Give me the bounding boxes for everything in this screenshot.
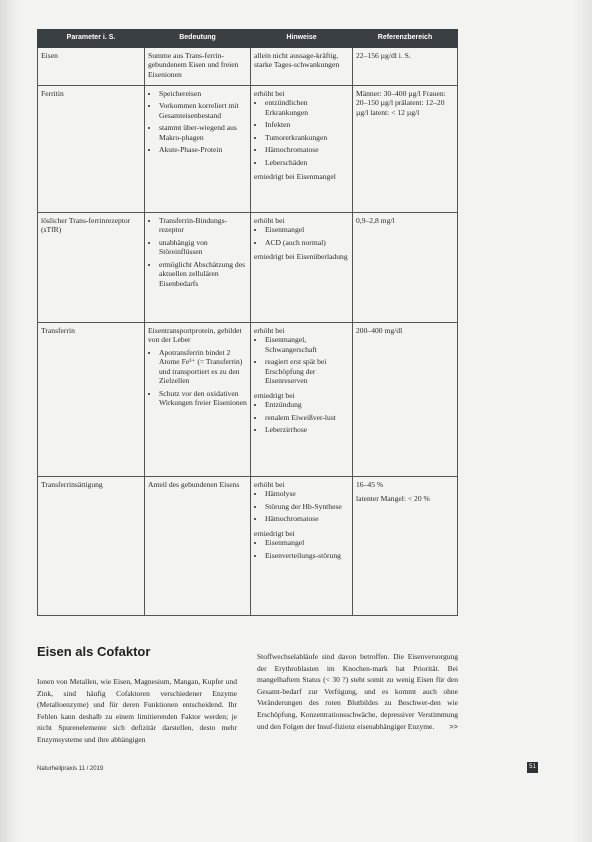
notes-cell: allein nicht aussage-kräftig, starke Tages-schwankungen bbox=[251, 48, 353, 86]
list-item: • entzündlichen Erkrankungen bbox=[265, 98, 349, 117]
table-row bbox=[38, 323, 458, 477]
meaning-cell: Summe aus Trans-ferrin-gebundenem Eisen und freien Eisenionen bbox=[145, 48, 251, 86]
meaning-cell: Anteil des gebundenen Eisens bbox=[145, 477, 251, 616]
list-item: • renalem Eiweißver-lust bbox=[265, 413, 349, 422]
header-parameter: Parameter i. S. bbox=[38, 30, 145, 48]
reference-cell bbox=[353, 477, 458, 616]
meaning-cell bbox=[145, 213, 251, 323]
list-item: • Eisenverteilungs-störung bbox=[265, 551, 349, 560]
header-referenzbereich: Referenzbereich bbox=[353, 30, 458, 48]
meaning-cell bbox=[145, 323, 251, 477]
list-item: • Transferrin-Bindungs-rezeptor bbox=[159, 216, 247, 235]
list-item: • unabhängig von Störeinflüssen bbox=[159, 238, 247, 257]
continue-arrows: >> bbox=[449, 721, 458, 731]
header-bedeutung: Bedeutung bbox=[145, 30, 251, 48]
notes-cell bbox=[251, 477, 353, 616]
list-item: • Entzündung bbox=[265, 400, 349, 409]
reference-cell: 200–400 mg/dl bbox=[353, 323, 458, 477]
section-title: Eisen als Cofaktor bbox=[37, 644, 151, 659]
reference-cell: Männer: 30–400 µg/l Frauen: 20–150 µg/l prälatent: 12–20 µg/l latent: < 12 µg/l bbox=[353, 86, 458, 213]
journal-footer: Naturheilpraxis 11 / 2019 bbox=[37, 766, 104, 772]
page-number: 51 bbox=[527, 762, 538, 773]
notes-cell bbox=[251, 213, 353, 323]
list-item: • Speichereisen bbox=[159, 89, 247, 98]
notes-cell bbox=[251, 86, 353, 213]
notes-heading: erhöht bei bbox=[254, 326, 285, 335]
notes-heading: erhöht bei bbox=[254, 480, 285, 489]
notes-heading: erniedrigt bei Eisenmangel bbox=[254, 172, 336, 182]
reference-value: latenter Mangel: < 20 % bbox=[356, 494, 430, 504]
list-item: • Eisenmangel, Schwangerschaft bbox=[265, 335, 349, 354]
meaning-cell bbox=[145, 86, 251, 213]
body-text: Stoffwechselabläufe sind davon betroffen. Die Eisenversorgung der Erythroblasten im Knochen-mark hat Priorität. Bei mangelhaftem Status (< 30 ?) steht somit zu wenig Eisen für den Gesamt-bedarf zur Verfügung, und es kommt auch ohne Veränderungen des roten Blutbildes zu Beschwer-den wie Erschöpfung, Konzentrationsschwäche, depressiver Verstimmung und den Folgen der Insuf-fizienz eisenabhängiger Enzyme. bbox=[257, 652, 458, 731]
notes-heading: erhöht bei bbox=[254, 216, 285, 225]
parameter-table bbox=[37, 29, 458, 616]
list-item: • Eisenmangel bbox=[265, 538, 349, 547]
reference-value: 16–45 % bbox=[356, 480, 384, 489]
list-item: • Apotransferrin bindet 2 Atome Fe³⁺ (= Transferrin) und transportiert es zu den Zielzellen bbox=[159, 348, 247, 386]
list-item: • stammt über-wiegend aus Makro-phagen bbox=[159, 123, 247, 142]
table-row bbox=[38, 477, 458, 616]
param-cell: Transferrinsättigung bbox=[38, 477, 145, 616]
list-item: • Infekten bbox=[265, 120, 349, 129]
list-item: • Hämochromatose bbox=[265, 145, 349, 154]
list-item: • ermöglicht Abschätzung des aktuellen zellulären Eisenbedarfs bbox=[159, 260, 247, 288]
list-item: • Leberschäden bbox=[265, 158, 349, 167]
header-hinweise: Hinweise bbox=[251, 30, 353, 48]
table-header-row bbox=[38, 30, 458, 48]
meaning-text: Eisentransportprotein, gebildet von der Leber bbox=[148, 326, 242, 345]
list-item: • Tumorerkrankungen bbox=[265, 133, 349, 142]
notes-cell bbox=[251, 323, 353, 477]
body-column-left: Ionen von Metallen, wie Eisen, Magnesium, Mangan, Kupfer und Zink, sind häufig Cofaktoren verschiedener Enzyme (Metalloenzyme) und für deren Funktionen entscheidend. Ihr Fehlen kann deshalb zu einem limitierenden Faktor werden; je nicht Spurenelemente sich defizitär darstellen, desto mehr Enzymsysteme und ihre abhängigen bbox=[37, 677, 237, 744]
list-item: • Hämolyse bbox=[265, 489, 349, 498]
list-item: • Schutz vor den oxidativen Wirkungen freier Eisenionen bbox=[159, 389, 247, 408]
reference-cell: 0,9–2,8 mg/l bbox=[353, 213, 458, 323]
notes-heading: erniedrigt bei bbox=[254, 390, 295, 400]
param-cell: Ferritin bbox=[38, 86, 145, 213]
param-cell: löslicher Trans-ferrinrezeptor (sTfR) bbox=[38, 213, 145, 323]
notes-heading: erniedrigt bei bbox=[254, 528, 295, 538]
body-column-right bbox=[257, 651, 458, 732]
list-item: • reagiert erst spät bei Erschöpfung der Eisenreserven bbox=[265, 357, 349, 385]
list-item: • Akute-Phase-Protein bbox=[159, 145, 247, 154]
list-item: • Hämochromatose bbox=[265, 514, 349, 523]
list-item: • Eisenmangel bbox=[265, 225, 349, 234]
reference-cell: 22–156 µg/dl i. S. bbox=[353, 48, 458, 86]
list-item: • Leberzirrhose bbox=[265, 425, 349, 434]
notes-heading: erhöht bei bbox=[254, 89, 285, 98]
list-item: • ACD (auch normal) bbox=[265, 238, 349, 247]
param-cell: Eisen bbox=[38, 48, 145, 86]
table-row bbox=[38, 48, 458, 86]
list-item: • Vorkommen korreliert mit Gesamteisenbestand bbox=[159, 101, 247, 120]
table-row bbox=[38, 86, 458, 213]
param-cell: Transferrin bbox=[38, 323, 145, 477]
list-item: • Störung der Hb-Synthese bbox=[265, 502, 349, 511]
table-row bbox=[38, 213, 458, 323]
notes-heading: erniedrigt bei Eisenüberladung bbox=[254, 252, 348, 262]
